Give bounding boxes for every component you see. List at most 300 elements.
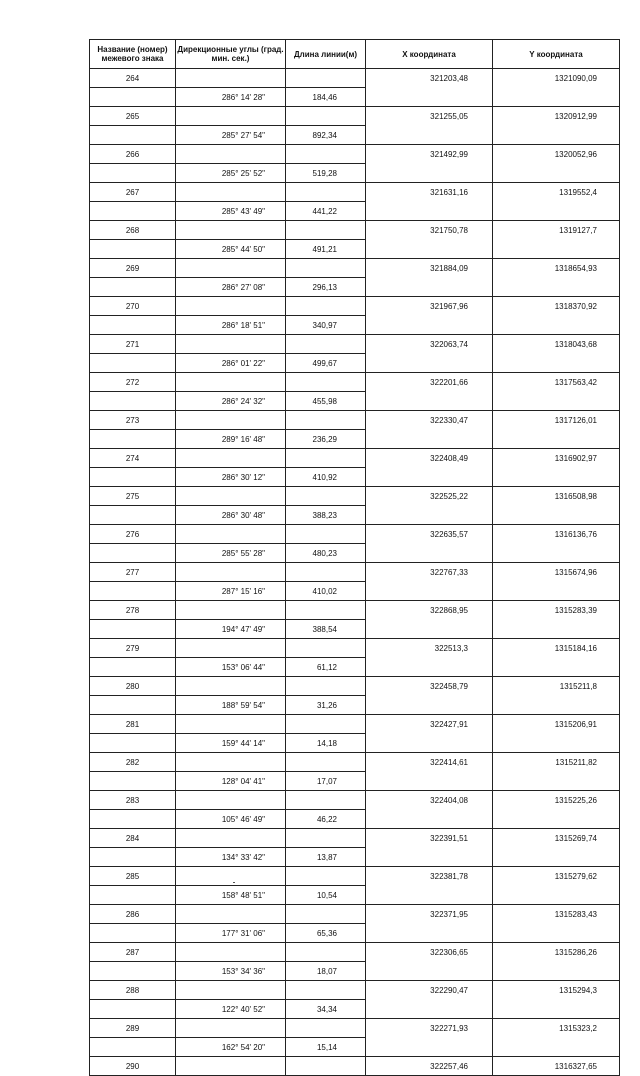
line-length: 236,29 [286,430,366,449]
empty-cell [493,126,620,145]
empty-cell [493,620,620,639]
empty-cell [366,430,493,449]
empty-cell [286,145,366,164]
segment-row [90,772,620,791]
y-coordinate: 1316508,98 [493,487,620,506]
line-length: 17,07 [286,772,366,791]
empty-cell [176,791,286,810]
empty-cell [176,487,286,506]
empty-cell [176,867,286,886]
x-coordinate: 322063,74 [366,335,493,354]
empty-cell [366,810,493,829]
marker-number: 265 [90,107,176,126]
empty-cell [493,924,620,943]
segment-row [90,316,620,335]
marker-row [90,297,620,316]
bearing-angle: 286° 01' 22" [176,354,286,373]
marker-number: 276 [90,525,176,544]
empty-cell [90,924,176,943]
bearing-angle: 159° 44' 14" [176,734,286,753]
marker-row [90,373,620,392]
header-y-coordinate: Y координата [493,40,620,69]
segment-row [90,88,620,107]
empty-cell [90,164,176,183]
marker-row [90,905,620,924]
marker-row [90,259,620,278]
empty-cell [286,297,366,316]
empty-cell [286,829,366,848]
marker-number: 286 [90,905,176,924]
empty-cell [286,411,366,430]
line-length: 441,22 [286,202,366,221]
line-length: 15,14 [286,1038,366,1057]
empty-cell [493,1038,620,1057]
segment-row [90,696,620,715]
empty-cell [493,658,620,677]
marker-number: 264 [90,69,176,88]
empty-cell [90,468,176,487]
marker-number: 280 [90,677,176,696]
empty-cell [90,1000,176,1019]
marker-number: 282 [90,753,176,772]
empty-cell [90,126,176,145]
bearing-angle: 177° 31' 06" [176,924,286,943]
x-coordinate: 321967,96 [366,297,493,316]
segment-row [90,202,620,221]
empty-cell [176,335,286,354]
segment-row [90,1000,620,1019]
line-length: 13,87 [286,848,366,867]
empty-cell [286,69,366,88]
segment-row [90,658,620,677]
empty-cell [176,563,286,582]
bearing-angle: 122° 40' 52" [176,1000,286,1019]
y-coordinate: 1315269,74 [493,829,620,848]
segment-row [90,544,620,563]
empty-cell [90,810,176,829]
empty-cell [286,525,366,544]
line-length: 31,26 [286,696,366,715]
marker-row [90,601,620,620]
marker-row [90,639,620,658]
marker-row [90,677,620,696]
y-coordinate: 1316902,97 [493,449,620,468]
empty-cell [493,886,620,905]
segment-row [90,126,620,145]
marker-number: 268 [90,221,176,240]
empty-cell [286,639,366,658]
empty-cell [176,259,286,278]
marker-number: 288 [90,981,176,1000]
empty-cell [176,145,286,164]
empty-cell [286,259,366,278]
bearing-angle: 287° 15' 16" [176,582,286,601]
marker-row [90,791,620,810]
empty-cell [493,354,620,373]
empty-cell [286,487,366,506]
empty-cell [493,316,620,335]
empty-cell [493,202,620,221]
marker-number: 267 [90,183,176,202]
line-length: 410,92 [286,468,366,487]
empty-cell [176,69,286,88]
line-length: 499,67 [286,354,366,373]
x-coordinate: 321884,09 [366,259,493,278]
line-length: 296,13 [286,278,366,297]
marker-row [90,563,620,582]
segment-row [90,506,620,525]
empty-cell [366,202,493,221]
y-coordinate: 1319127,7 [493,221,620,240]
bearing-angle: 188° 59' 54" [176,696,286,715]
bearing-angle: 286° 30' 12" [176,468,286,487]
empty-cell [90,544,176,563]
x-coordinate: 322868,95 [366,601,493,620]
empty-cell [90,316,176,335]
empty-cell [366,772,493,791]
bearing-angle: 285° 27' 54" [176,126,286,145]
empty-cell [90,354,176,373]
empty-cell [176,639,286,658]
x-coordinate: 321492,99 [366,145,493,164]
line-length: 65,36 [286,924,366,943]
empty-cell [286,563,366,582]
empty-cell [90,278,176,297]
empty-cell [366,88,493,107]
empty-cell [176,221,286,240]
bearing-angle: 285° 44' 50" [176,240,286,259]
table-body [90,69,620,1076]
empty-cell [176,943,286,962]
y-coordinate: 1315279,62 [493,867,620,886]
y-coordinate: 1315206,91 [493,715,620,734]
empty-cell [176,677,286,696]
bearing-angle: 286° 14' 28" [176,88,286,107]
empty-cell [90,430,176,449]
marker-row [90,981,620,1000]
empty-cell [493,772,620,791]
empty-cell [176,183,286,202]
empty-cell [366,924,493,943]
line-length: 491,21 [286,240,366,259]
segment-row [90,620,620,639]
marker-row [90,867,620,886]
line-length: 519,28 [286,164,366,183]
marker-number: 278 [90,601,176,620]
x-coordinate: 321631,16 [366,183,493,202]
empty-cell [493,164,620,183]
empty-cell [366,278,493,297]
marker-row [90,449,620,468]
x-coordinate: 321255,05 [366,107,493,126]
bearing-angle: 162° 54' 20" [176,1038,286,1057]
line-length: 480,23 [286,544,366,563]
empty-cell [493,696,620,715]
empty-cell [366,468,493,487]
empty-cell [176,753,286,772]
y-coordinate: 1315211,82 [493,753,620,772]
empty-cell [366,1000,493,1019]
x-coordinate: 322201,66 [366,373,493,392]
empty-cell [366,354,493,373]
x-coordinate: 322371,95 [366,905,493,924]
empty-cell [493,278,620,297]
bearing-angle: 134° 33' 42" [176,848,286,867]
marker-row [90,1057,620,1076]
empty-cell [286,449,366,468]
empty-cell [90,506,176,525]
empty-cell [493,582,620,601]
marker-row [90,487,620,506]
marker-row [90,753,620,772]
x-coordinate: 322391,51 [366,829,493,848]
line-length: 892,34 [286,126,366,145]
y-coordinate: 1315211,8 [493,677,620,696]
empty-cell [286,677,366,696]
empty-cell [366,886,493,905]
y-coordinate: 1315323,2 [493,1019,620,1038]
empty-cell [366,240,493,259]
y-coordinate: 1315283,39 [493,601,620,620]
empty-cell [493,962,620,981]
marker-number: 274 [90,449,176,468]
empty-cell [493,430,620,449]
empty-cell [176,601,286,620]
marker-number: 271 [90,335,176,354]
empty-cell [176,525,286,544]
empty-cell [286,715,366,734]
line-length: 34,34 [286,1000,366,1019]
bearing-angle: 285° 43' 49" [176,202,286,221]
line-length: 340,97 [286,316,366,335]
line-length: 10,54 [286,886,366,905]
y-coordinate: 1320912,99 [493,107,620,126]
empty-cell [286,601,366,620]
x-coordinate: 322306,65 [366,943,493,962]
boundary-coordinates-table [89,39,620,1076]
empty-cell [366,582,493,601]
marker-number: 279 [90,639,176,658]
x-coordinate: 322290,47 [366,981,493,1000]
marker-number: 289 [90,1019,176,1038]
header-line-length: Длина линии(м) [286,40,366,69]
empty-cell [366,392,493,411]
marker-number: 270 [90,297,176,316]
bearing-angle: 158° 48' 51" [176,886,286,905]
marker-row [90,145,620,164]
y-coordinate: 1317126,01 [493,411,620,430]
empty-cell [176,981,286,1000]
empty-cell [286,753,366,772]
x-coordinate: 322767,33 [366,563,493,582]
x-coordinate: 321750,78 [366,221,493,240]
line-length: 388,54 [286,620,366,639]
y-coordinate: 1320052,96 [493,145,620,164]
marker-row [90,69,620,88]
segment-row [90,430,620,449]
empty-cell [90,658,176,677]
empty-cell [286,943,366,962]
empty-cell [90,962,176,981]
marker-number: 281 [90,715,176,734]
y-coordinate: 1321090,09 [493,69,620,88]
header-bearing: Дирекционные углы (град. мин. сек.) [176,40,286,69]
segment-row [90,924,620,943]
scan-speck [233,882,235,883]
empty-cell [90,620,176,639]
empty-cell [286,107,366,126]
empty-cell [286,867,366,886]
marker-row [90,221,620,240]
bearing-angle: 286° 30' 48" [176,506,286,525]
segment-row [90,810,620,829]
empty-cell [493,544,620,563]
y-coordinate: 1318043,68 [493,335,620,354]
marker-number: 277 [90,563,176,582]
segment-row [90,468,620,487]
bearing-angle: 286° 18' 51" [176,316,286,335]
empty-cell [286,791,366,810]
x-coordinate: 322330,47 [366,411,493,430]
marker-row [90,715,620,734]
empty-cell [176,715,286,734]
empty-cell [90,1038,176,1057]
bearing-angle: 289° 16' 48" [176,430,286,449]
empty-cell [176,1019,286,1038]
empty-cell [286,183,366,202]
empty-cell [286,1057,366,1076]
x-coordinate: 322427,91 [366,715,493,734]
bearing-angle: 128° 04' 41" [176,772,286,791]
x-coordinate: 322381,78 [366,867,493,886]
y-coordinate: 1315294,3 [493,981,620,1000]
y-coordinate: 1315283,43 [493,905,620,924]
empty-cell [176,411,286,430]
line-length: 14,18 [286,734,366,753]
segment-row [90,962,620,981]
empty-cell [366,658,493,677]
empty-cell [90,240,176,259]
empty-cell [176,107,286,126]
empty-cell [366,962,493,981]
bearing-angle: 153° 34' 36" [176,962,286,981]
empty-cell [366,1038,493,1057]
empty-cell [176,829,286,848]
marker-number: 269 [90,259,176,278]
bearing-angle: 286° 27' 08" [176,278,286,297]
empty-cell [493,468,620,487]
empty-cell [366,696,493,715]
marker-row [90,525,620,544]
y-coordinate: 1318654,93 [493,259,620,278]
empty-cell [90,582,176,601]
empty-cell [286,1019,366,1038]
empty-cell [366,506,493,525]
empty-cell [493,734,620,753]
empty-cell [366,848,493,867]
y-coordinate: 1315225,26 [493,791,620,810]
y-coordinate: 1316136,76 [493,525,620,544]
empty-cell [176,905,286,924]
segment-row [90,164,620,183]
header-x-coordinate: X координата [366,40,493,69]
empty-cell [493,240,620,259]
empty-cell [90,392,176,411]
line-length: 18,07 [286,962,366,981]
empty-cell [90,772,176,791]
marker-number: 283 [90,791,176,810]
bearing-angle: 105° 46' 49" [176,810,286,829]
x-coordinate: 322271,93 [366,1019,493,1038]
empty-cell [90,696,176,715]
empty-cell [286,981,366,1000]
empty-cell [286,221,366,240]
marker-row [90,183,620,202]
empty-cell [366,126,493,145]
y-coordinate: 1317563,42 [493,373,620,392]
empty-cell [493,506,620,525]
line-length: 184,46 [286,88,366,107]
segment-row [90,886,620,905]
marker-number: 284 [90,829,176,848]
marker-number: 272 [90,373,176,392]
segment-row [90,278,620,297]
empty-cell [176,449,286,468]
marker-row [90,411,620,430]
marker-number: 273 [90,411,176,430]
marker-row [90,107,620,126]
x-coordinate: 322414,61 [366,753,493,772]
y-coordinate: 1315184,16 [493,639,620,658]
segment-row [90,734,620,753]
empty-cell [366,544,493,563]
x-coordinate: 321203,48 [366,69,493,88]
marker-row [90,1019,620,1038]
marker-row [90,335,620,354]
marker-number: 290 [90,1057,176,1076]
y-coordinate: 1318370,92 [493,297,620,316]
y-coordinate: 1315674,96 [493,563,620,582]
table-header-row [90,40,620,69]
x-coordinate: 322525,22 [366,487,493,506]
line-length: 46,22 [286,810,366,829]
header-marker-name: Название (номер) межевого знака [90,40,176,69]
x-coordinate: 322404,08 [366,791,493,810]
empty-cell [90,202,176,221]
segment-row [90,848,620,867]
y-coordinate: 1316327,65 [493,1057,620,1076]
segment-row [90,240,620,259]
empty-cell [366,734,493,753]
empty-cell [366,620,493,639]
empty-cell [493,810,620,829]
marker-row [90,943,620,962]
empty-cell [176,297,286,316]
marker-row [90,829,620,848]
line-length: 410,02 [286,582,366,601]
x-coordinate: 322635,57 [366,525,493,544]
segment-row [90,582,620,601]
empty-cell [176,373,286,392]
marker-number: 275 [90,487,176,506]
segment-row [90,392,620,411]
empty-cell [90,734,176,753]
empty-cell [493,88,620,107]
line-length: 388,23 [286,506,366,525]
segment-row [90,1038,620,1057]
line-length: 61,12 [286,658,366,677]
marker-number: 287 [90,943,176,962]
